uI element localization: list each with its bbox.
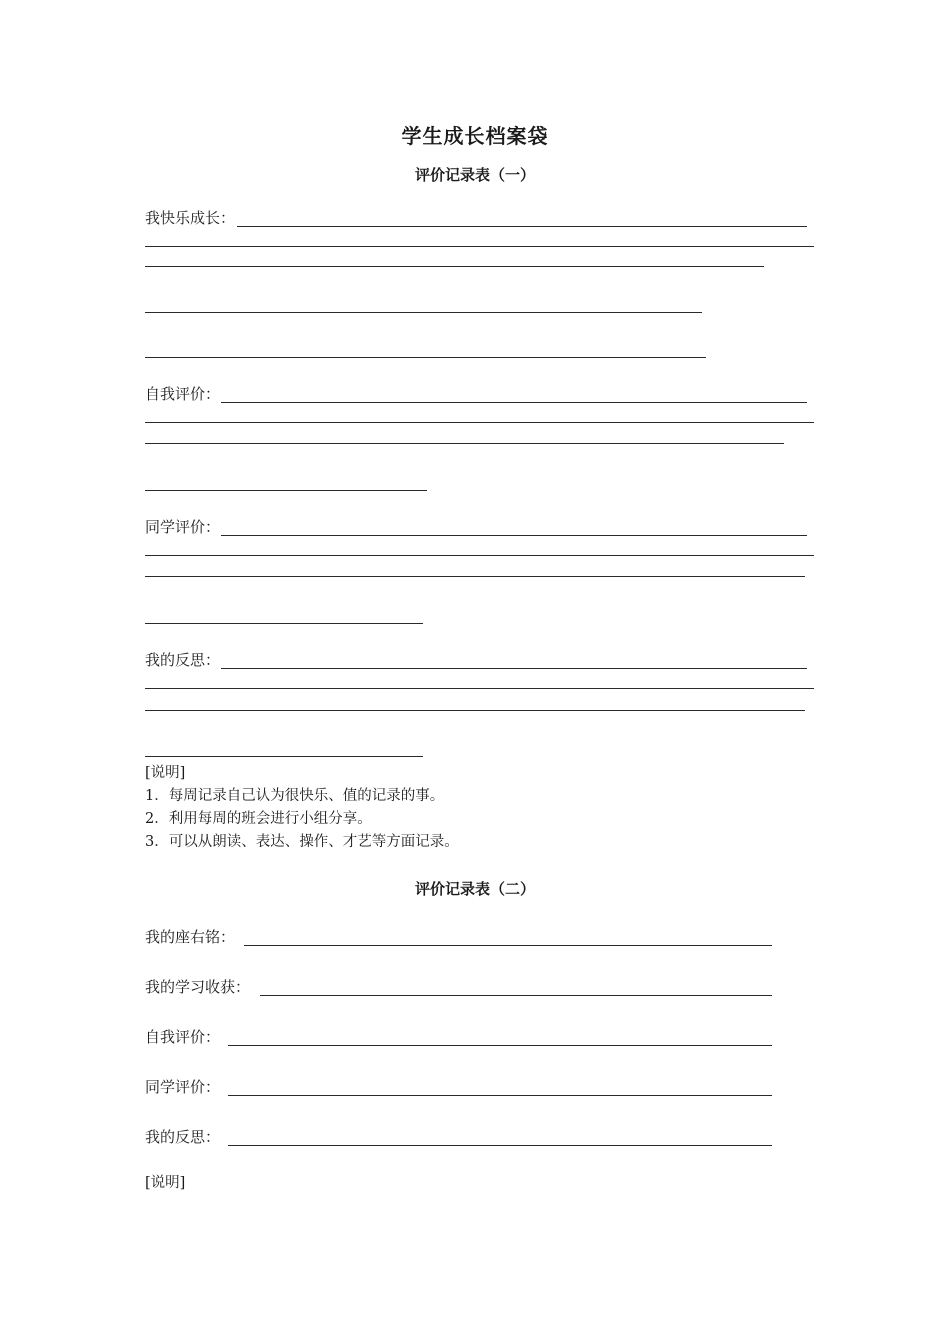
note-item-1: 1．每周记录自己认为很快乐、值的记录的事。 <box>145 788 445 804</box>
document-title: 学生成长档案袋 <box>401 124 549 148</box>
learning-underline[interactable] <box>260 995 772 996</box>
happy-growth-line-4[interactable] <box>145 312 702 313</box>
self-eval-line-4[interactable] <box>145 490 427 491</box>
field2-self-eval-label: 自我评价： <box>145 1028 221 1046</box>
self-eval-underline-1[interactable] <box>221 402 807 403</box>
field-self-eval-label: 自我评价： <box>145 385 221 403</box>
peer-eval-line-2[interactable] <box>145 555 814 556</box>
field2-reflection-label: 我的反思： <box>145 1128 221 1146</box>
peer-eval2-underline[interactable] <box>228 1095 772 1096</box>
note-item-3: 3．可以从朗读、表达、操作、才艺等方面记录。 <box>145 834 459 850</box>
happy-growth-line-5[interactable] <box>145 357 706 358</box>
motto-underline[interactable] <box>244 945 772 946</box>
field-motto-label: 我的座右铭： <box>145 928 236 946</box>
peer-eval-line-4[interactable] <box>145 623 423 624</box>
notes-header: [说明] <box>145 765 186 781</box>
reflection-line-2[interactable] <box>145 688 814 689</box>
happy-growth-line-3[interactable] <box>145 266 764 267</box>
field-learning-label: 我的学习收获： <box>145 978 251 996</box>
self-eval-line-3[interactable] <box>145 443 784 444</box>
field-happy-growth-label: 我快乐成长： <box>145 209 236 227</box>
notes2-header: [说明] <box>145 1175 186 1191</box>
happy-growth-underline-1[interactable] <box>237 226 807 227</box>
form2-title: 评价记录表（二） <box>414 880 535 898</box>
note-item-2: 2．利用每周的班会进行小组分享。 <box>145 811 372 827</box>
reflection-line-3[interactable] <box>145 710 805 711</box>
peer-eval-underline-1[interactable] <box>221 535 807 536</box>
reflection2-underline[interactable] <box>228 1145 772 1146</box>
field-reflection-label: 我的反思： <box>145 651 221 669</box>
field-peer-eval-label: 同学评价： <box>145 518 221 536</box>
reflection-line-4[interactable] <box>145 756 423 757</box>
form1-title: 评价记录表（一） <box>414 166 535 184</box>
self-eval2-underline[interactable] <box>228 1045 772 1046</box>
peer-eval-line-3[interactable] <box>145 576 805 577</box>
reflection-underline-1[interactable] <box>221 668 807 669</box>
field2-peer-eval-label: 同学评价： <box>145 1078 221 1096</box>
self-eval-line-2[interactable] <box>145 422 814 423</box>
happy-growth-line-2[interactable] <box>145 246 814 247</box>
